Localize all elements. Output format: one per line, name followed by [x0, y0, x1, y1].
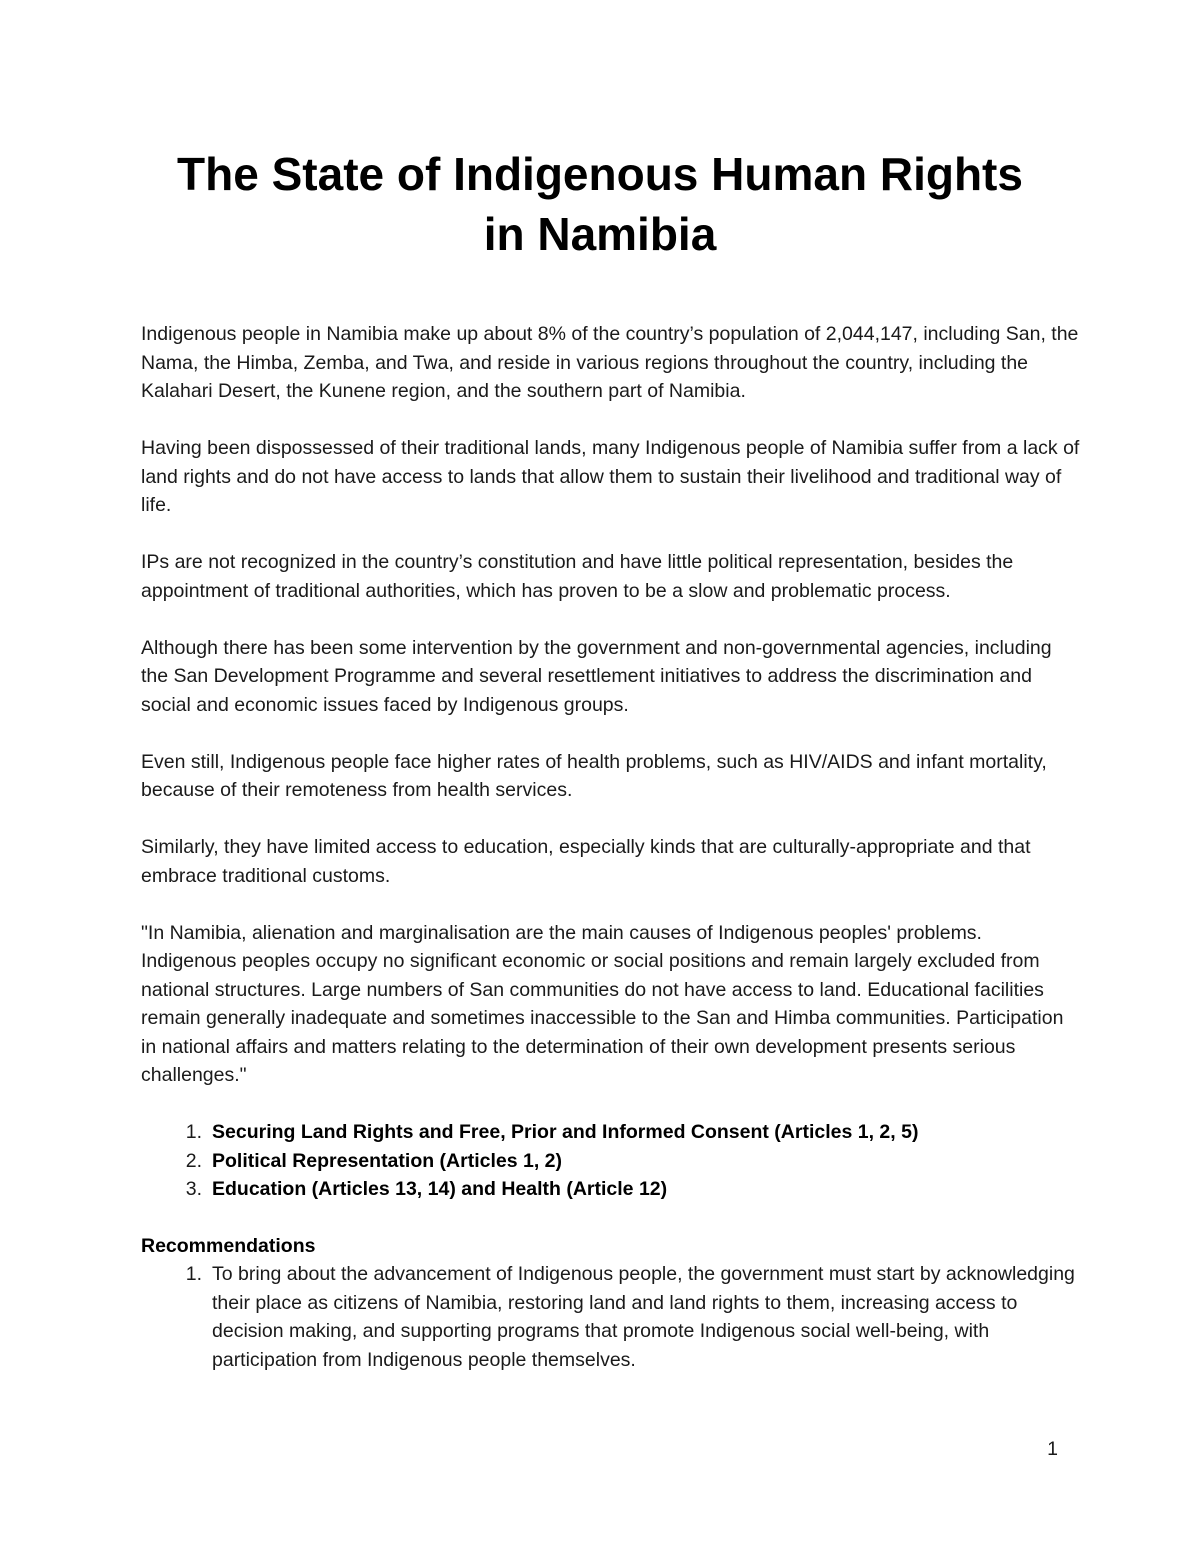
paragraph-political-representation: IPs are not recognized in the country’s constitution and have little political representation, besides the appointment of traditional authorities, which has proven to be a slow and problematic process.: [141, 551, 1014, 602]
paragraph-health: Even still, Indigenous people face higher rates of health problems, such as HIV/AIDS and infant mortality, because of their remoteness from health services.: [141, 750, 1047, 801]
recommendation-item: [141, 1260, 1081, 1374]
title-line-2: in Namibia: [483, 208, 717, 260]
list-number: 1.: [185, 1263, 202, 1285]
focus-area-item: [141, 1175, 1081, 1204]
paragraph-population: Indigenous people in Namibia make up about 8% of the country’s population of 2,044,147, including San, the Nama, the Himba, Zemba, and Twa, and reside in various regions throughout the country, including the Kalahari Desert, the Kunene region, and the southern part of Namibia.: [141, 323, 1079, 402]
paragraph-land-dispossession: Having been dispossessed of their traditional lands, many Indigenous people of Namibia suffer from a lack of land rights and do not have access to lands that allow them to sustain their livelihood and traditional way of life.: [141, 437, 1080, 516]
recommendation-text: To bring about the advancement of Indigenous people, the government must start by acknowledging their place as citizens of Namibia, restoring land and land rights to them, increasing access to decision making, and supporting programs that promote Indigenous social well-being, with participation from Indigenous people themselves.: [212, 1263, 1075, 1371]
title-line-1: The State of Indigenous Human Rights: [177, 148, 1023, 200]
paragraph-education: Similarly, they have limited access to education, especially kinds that are culturally-appropriate and that embrace traditional customs.: [141, 836, 1031, 887]
focus-areas-list: [141, 1118, 1081, 1204]
focus-area-item: [141, 1118, 1081, 1147]
paragraph-interventions: Although there has been some intervention by the government and non-governmental agencies, including the San Development Programme and several resettlement initiatives to address the discrimination and social and economic issues faced by Indigenous groups.: [141, 636, 1052, 716]
focus-area-item: [141, 1147, 1081, 1176]
document-title: [100, 144, 1100, 264]
list-number: 3.: [185, 1178, 202, 1200]
list-number: 1.: [185, 1121, 202, 1143]
list-number: 2.: [185, 1149, 202, 1172]
quotation-paragraph: "In Namibia, alienation and marginalisation are the main causes of Indigenous peoples' problems. Indigenous peoples occupy no significant economic or social positions and remain largely excluded from national structures. Large numbers of San communities do not have access to land. Educational facilities remain generally inadequate and sometimes inaccessible to the San and Himba communities. Participation in national affairs and matters relating to the determination of their own development presents serious challenges.": [141, 921, 1064, 1086]
focus-area-text: Political Representation (Articles 1, 2): [212, 1149, 563, 1172]
recommendations-list: [141, 1260, 1081, 1374]
document-body: [141, 320, 1081, 1374]
recommendations-heading: Recommendations: [141, 1234, 316, 1257]
page-number: 1: [1047, 1438, 1058, 1460]
focus-area-text: Securing Land Rights and Free, Prior and Informed Consent (Articles 1, 2, 5): [212, 1121, 919, 1143]
focus-area-text: Education (Articles 13, 14) and Health (Article 12): [212, 1178, 668, 1200]
